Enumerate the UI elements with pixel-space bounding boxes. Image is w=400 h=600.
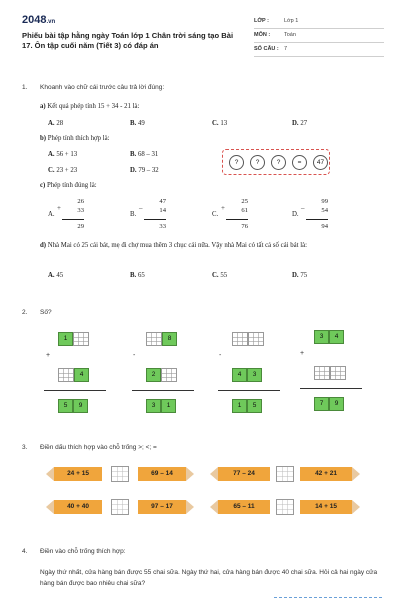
question-number: 4. [22,548,28,555]
meta-count-row [254,43,384,57]
grid-cell: 1 [161,399,176,413]
grid-cell: 1 [58,332,73,346]
option[interactable] [130,120,145,127]
calc-result: 94 [306,219,328,231]
question-text: Số? [40,309,52,316]
grid-mid-row [58,368,89,382]
option[interactable] [292,272,307,279]
expression-text: 14 + 15 [300,500,352,514]
question-text: Điền dấu thích hợp vào chỗ trống >; <; = [40,444,157,451]
meta-label: LỚP : [254,18,269,24]
grid-mid-row-wrap [58,368,89,382]
meta-value: 7 [284,46,288,52]
option-value: 65 [137,272,145,279]
compare-box[interactable] [111,466,129,482]
calc-sign: + [57,204,61,212]
pencil-expression [46,500,102,514]
option[interactable] [130,272,145,279]
question-number: 2. [22,309,28,316]
calc-bottom: 54 [321,207,328,214]
site-logo [22,14,55,26]
grid-result-row [314,397,344,411]
grid-result-wrap [58,399,88,413]
subquestion-b [40,135,110,142]
sub-prompt: Phép tính thích hợp là: [47,135,110,142]
option-key: A. [48,151,55,158]
subquestion-c [40,182,97,189]
grid-cell: 4 [329,330,344,344]
grid-result-wrap [314,397,344,411]
expression-text: 77 – 24 [218,467,270,481]
sum-line [44,390,106,391]
grid-cell: 2 [146,368,161,382]
grid-result-row [146,399,176,413]
pencil-expression [46,467,102,481]
grid-cell: 9 [329,397,344,411]
sub-label: b) [40,135,47,142]
meta-subject-row [254,29,384,43]
pencil-expression [300,467,360,481]
ten-block[interactable] [232,332,248,346]
question-body: Ngày thứ nhất, cửa hàng bán được 55 chai sữa. Ngày thứ hai, cửa hàng bán được 40 chai sữa. Hỏi cả hai ngày cửa hàng bán được bao nhiêu chai sữa? [40,569,378,587]
ten-block[interactable] [161,368,177,382]
operator-sign: - [219,352,222,359]
option-key: B. [130,151,137,158]
number-grid-group-3 [232,332,264,346]
calc-result: 33 [144,219,166,231]
operator-sign: + [46,352,51,359]
ten-block[interactable] [330,366,346,380]
pencil-expression [138,500,194,514]
question-text: Khoanh vào chữ cái trước câu trả lời đúng: [40,84,165,91]
option-key: D. [292,272,299,279]
grid-result-wrap [146,399,176,413]
option-value: 27 [300,120,308,127]
option-value: 49 [137,120,145,127]
vertical-calc [306,197,328,231]
document-title: Phiếu bài tập hằng ngày Toán lớp 1 Chân trời sáng tạo Bài 17. Ôn tập cuối năm (Tiết 3) có đáp án [22,31,234,50]
option-key: C. [212,272,219,279]
compare-box[interactable] [276,466,294,482]
logo-suffix: .vn [46,19,56,25]
calc-result: 29 [62,219,84,231]
option-key: D. [130,167,137,174]
meta-value: Lớp 1 [284,18,299,24]
option[interactable] [292,120,307,127]
calc-option-key[interactable]: B. [130,211,137,218]
calc-sign: + [221,204,225,212]
grid-cell: 3 [247,368,262,382]
meta-value: Toán [284,32,296,38]
grid-cell: 4 [232,368,247,382]
grid-cell: 3 [146,399,161,413]
pencil-expression [300,500,360,514]
option-value: 79 – 32 [138,167,159,174]
meta-label: SỐ CÂU : [254,46,279,52]
grid-top-row [146,332,177,346]
grid-mid-row-wrap [146,368,177,382]
grid-mid-row [146,368,177,382]
option-key: A. [48,120,55,127]
ring-circle: = [292,155,307,170]
expression-text: 65 – 11 [218,500,270,514]
option-key: D. [292,120,299,127]
vertical-calc [226,197,248,231]
ring-circle: ? [229,155,244,170]
grid-result-row [232,399,262,413]
option-value: 45 [56,272,64,279]
option[interactable] [212,120,227,127]
option-value: 55 [220,272,228,279]
calc-option-key[interactable]: A. [48,211,55,218]
meta-class-row [254,15,384,29]
grid-top-row [314,330,344,344]
option-key: A. [48,272,55,279]
calc-sign: – [139,204,143,212]
option-value: 75 [300,272,308,279]
calc-bottom: 61 [241,207,248,214]
vertical-calc [62,197,84,231]
option-value: 23 + 23 [56,167,78,174]
number-grid-group-4 [314,330,344,344]
grid-result-row [58,399,88,413]
pencil-expression [210,500,270,514]
answer-line[interactable] [274,597,382,598]
sub-prompt: Nhà Mai có 25 cái bát, mẹ đi chợ mua thêm 3 chục cái nữa. Vậy nhà Mai có tất cả số cái bát là: [47,242,308,249]
logo-text: 2048 [22,14,47,26]
option-key: C. [212,120,219,127]
number-grid-group-2 [146,332,177,346]
expression-text: 24 + 15 [54,467,102,481]
grid-result-wrap [232,399,262,413]
option-value: 68 – 31 [137,151,159,158]
grid-cell: 1 [232,399,247,413]
option[interactable] [130,151,158,158]
option[interactable] [48,167,77,174]
ten-block[interactable] [248,332,264,346]
grid-cell: 5 [247,399,262,413]
option[interactable] [48,272,63,279]
option-key: B. [130,272,137,279]
subquestion-d [40,240,370,252]
ring-circle: 47 [313,155,328,170]
compare-box[interactable] [276,499,294,515]
option-value: 56 + 13 [56,151,78,158]
sub-prompt: Kết quả phép tính 15 + 34 - 21 là: [47,103,140,110]
ring-circle: ? [250,155,265,170]
grid-mid-row-wrap [314,366,346,380]
ring-circle: ? [271,155,286,170]
sum-line [132,390,194,391]
option[interactable] [48,151,77,158]
option[interactable] [48,120,63,127]
vertical-calc [144,197,166,231]
option[interactable] [130,167,159,174]
grid-top-row [58,332,89,346]
calc-result: 76 [226,219,248,231]
expression-text: 40 + 40 [54,500,102,514]
pencil-expression [210,467,270,481]
grid-mid-row [232,368,262,382]
number-grid-group-1 [58,332,89,346]
pencil-expression [138,467,194,481]
grid-cell: 3 [314,330,329,344]
ring-equation-box [222,149,330,175]
expression-text: 97 – 17 [138,500,186,514]
sub-label: a) [40,103,46,110]
option-key: B. [130,120,137,127]
option-key: C. [48,167,55,174]
compare-box[interactable] [111,499,129,515]
sub-label: d) [40,242,47,249]
calc-option-key[interactable]: D. [292,211,299,218]
grid-cell: 7 [314,397,329,411]
question-number: 1. [22,84,28,91]
calc-sign: – [301,204,305,212]
sum-line [218,390,280,391]
calc-top: 25 [241,198,248,205]
grid-top-row [232,332,264,346]
sub-prompt: Phép tính đúng là: [46,182,97,189]
meta-label: MÔN : [254,32,271,38]
question-number: 3. [22,444,28,451]
calc-bottom: 14 [159,207,166,214]
grid-cell: 8 [162,332,177,346]
calc-top: 99 [321,198,328,205]
sum-line [300,388,362,389]
grid-mid-row [314,366,346,380]
option-value: 28 [56,120,64,127]
grid-cell: 9 [73,399,88,413]
grid-cell: 4 [74,368,89,382]
subquestion-a [40,103,139,110]
operator-sign: + [300,350,305,357]
question-text: Điền vào chỗ trống thích hợp: [40,548,126,555]
ten-block[interactable] [73,332,89,346]
ten-block[interactable] [146,332,162,346]
grid-cell: 5 [58,399,73,413]
grid-mid-row-wrap [232,368,262,382]
expression-text: 69 – 14 [138,467,186,481]
calc-bottom: 33 [77,207,84,214]
calc-option-key[interactable]: C. [212,211,219,218]
ten-block[interactable] [314,366,330,380]
operator-sign: - [133,352,136,359]
sub-label: c) [40,182,46,189]
option[interactable] [212,272,227,279]
calc-top: 26 [77,198,84,205]
expression-text: 42 + 21 [300,467,352,481]
ten-block[interactable] [58,368,74,382]
option-value: 13 [220,120,228,127]
calc-top: 47 [159,198,166,205]
